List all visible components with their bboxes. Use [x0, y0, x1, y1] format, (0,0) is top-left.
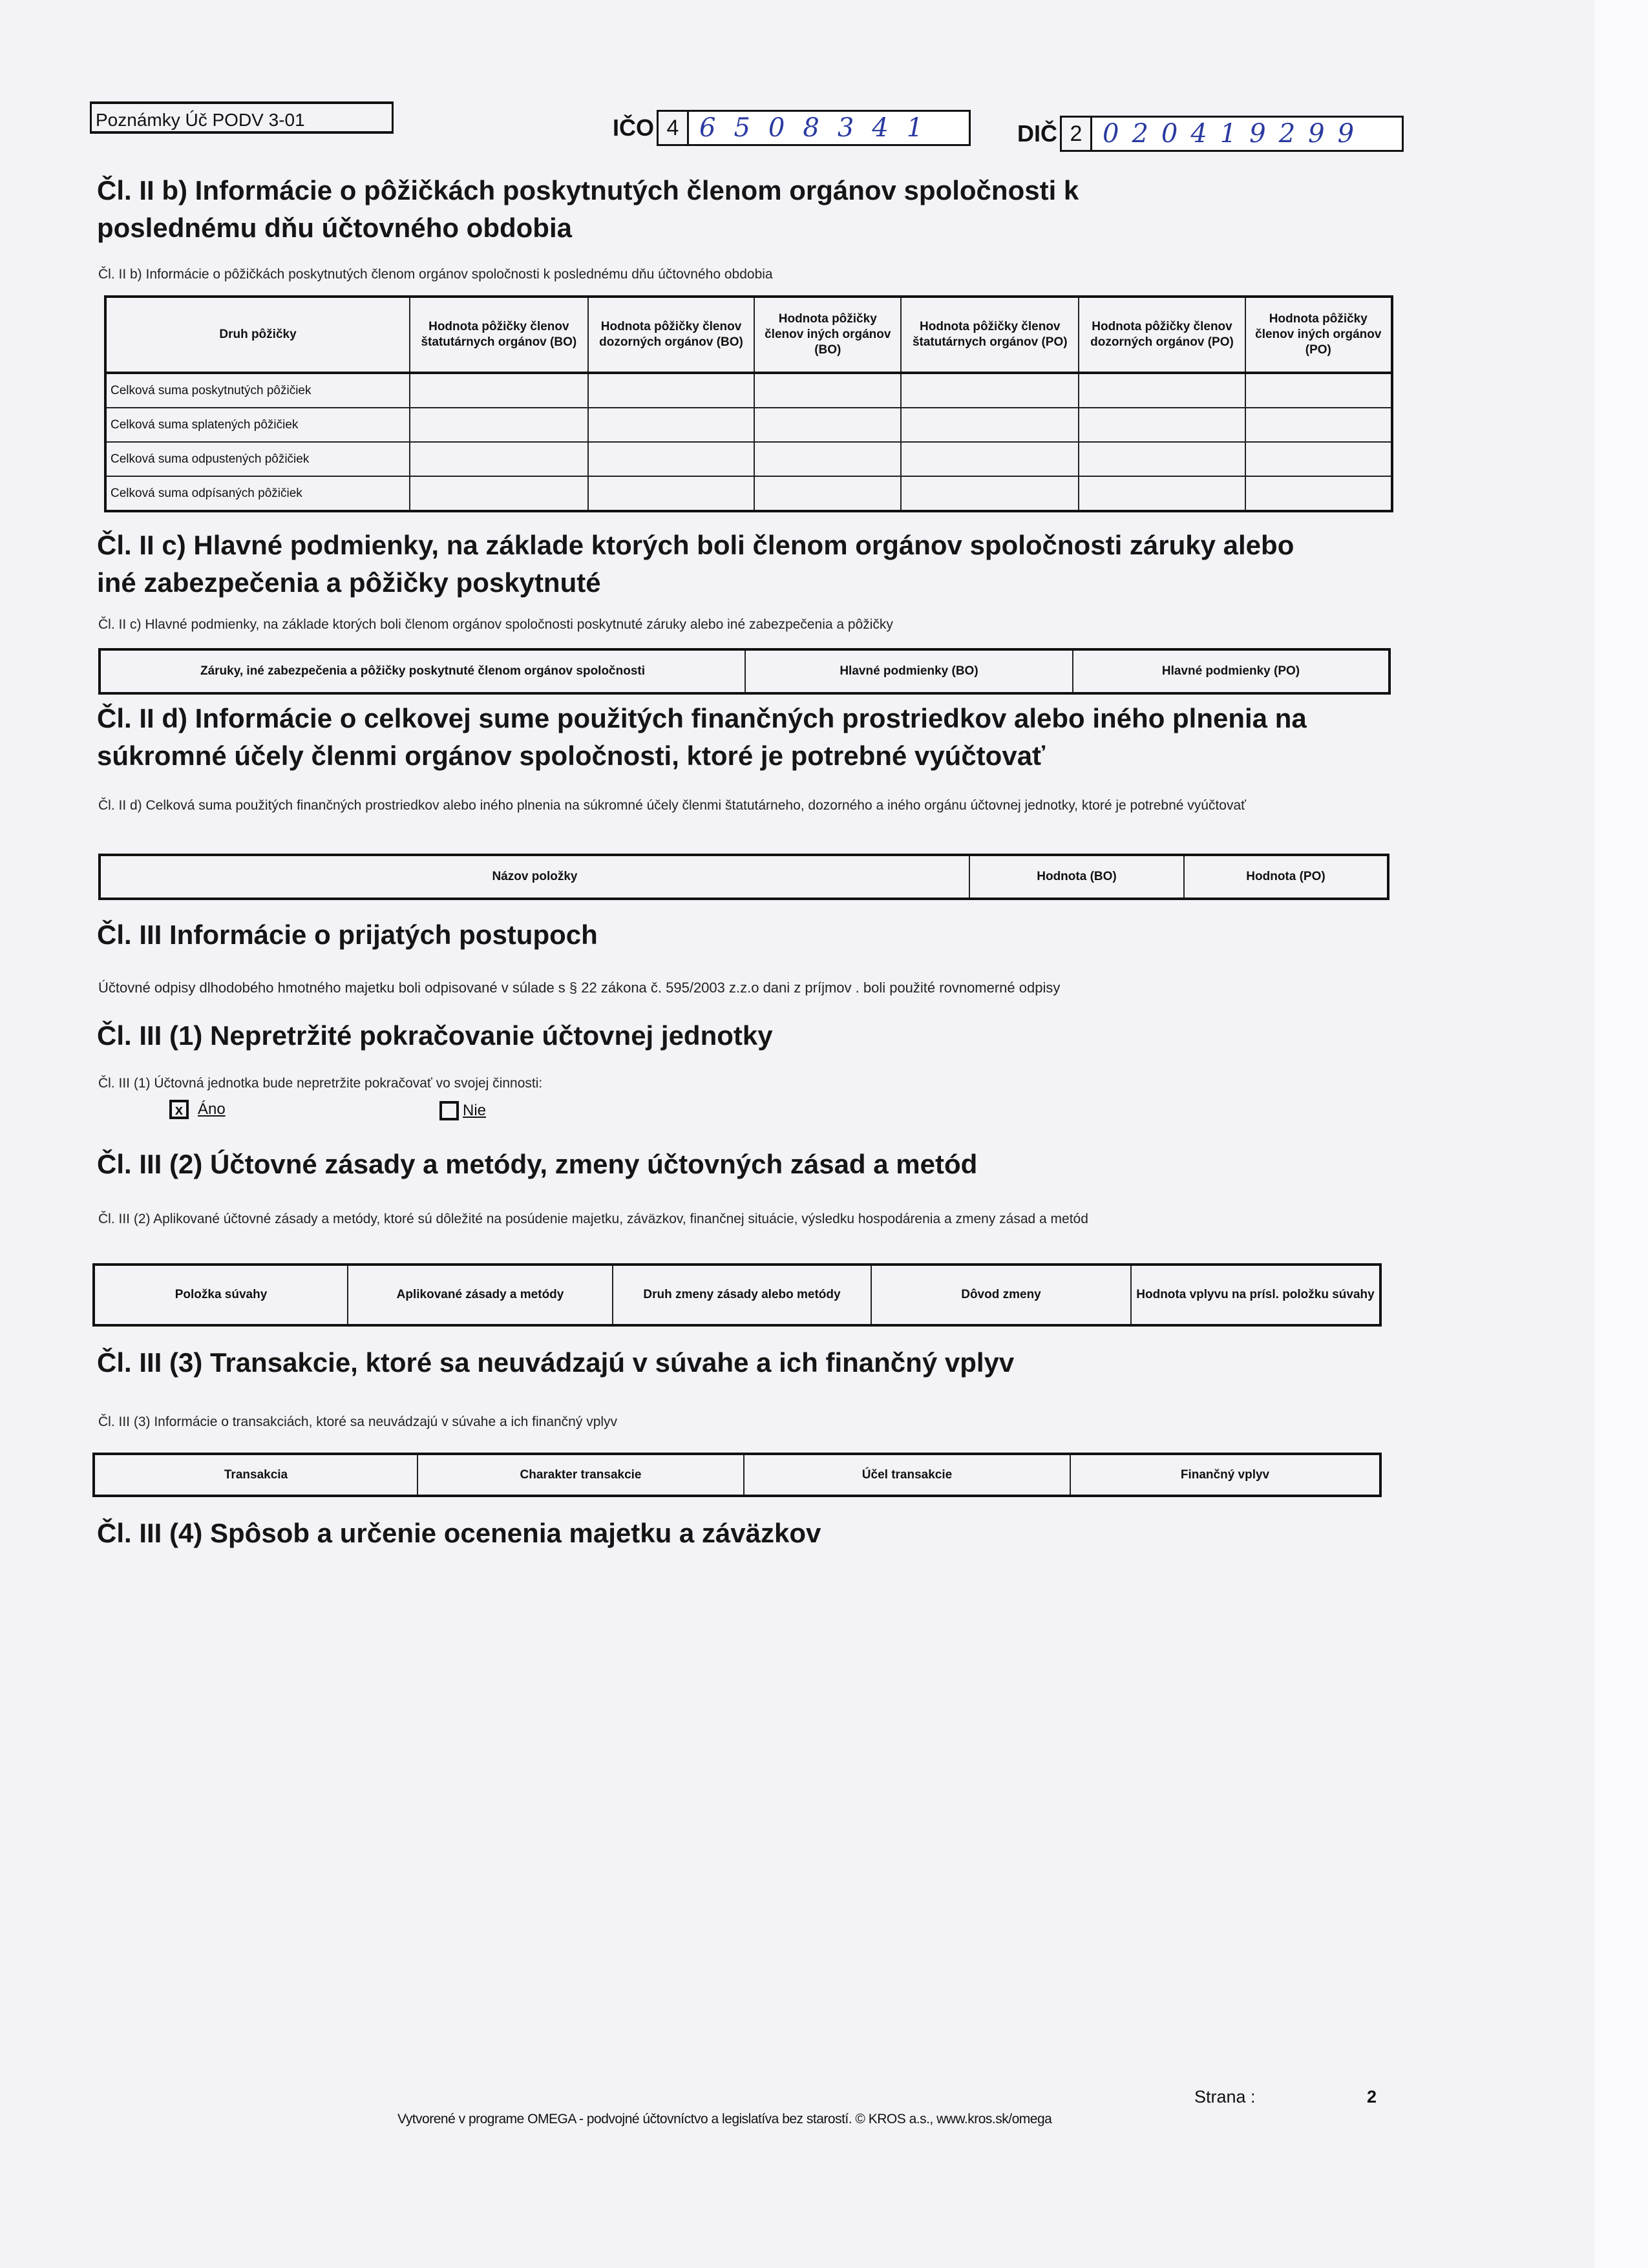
cell[interactable] — [1079, 408, 1245, 442]
guarantees-table — [98, 648, 1391, 695]
cell[interactable] — [1079, 373, 1245, 408]
yes-option[interactable] — [169, 1100, 226, 1119]
dic-prefix: 2 — [1062, 118, 1092, 150]
section-3-2-subtitle: Čl. III (2) Aplikované účtovné zásady a metódy, ktoré sú dôležité na posúdenie majetku, záväzkov, finančnej situácie, výsledku hospodárenia a zmeny zásad a metód — [98, 1212, 1088, 1226]
table-row — [105, 476, 1392, 511]
column-header: Hodnota pôžičky členov iných orgánov (PO) — [1245, 297, 1392, 373]
column-header: Účel transakcie — [744, 1454, 1070, 1496]
section-2b-subtitle: Čl. II b) Informácie o pôžičkách poskytnutých členom orgánov spoločnosti k poslednému dňu účtovného obdobia — [98, 267, 773, 282]
column-header: Druh pôžičky — [105, 297, 410, 373]
page-number: 2 — [1367, 2087, 1377, 2106]
loans-table — [104, 295, 1393, 512]
cell[interactable] — [410, 476, 588, 511]
table-row — [105, 442, 1392, 476]
cell[interactable] — [754, 373, 901, 408]
cell[interactable] — [901, 408, 1079, 442]
section-2c-subtitle: Čl. II c) Hlavné podmienky, na základe ktorých boli členom orgánov spoločnosti poskytnuté záruky alebo iné zabezpečenia a pôžičky — [98, 617, 893, 632]
row-label: Celková suma splatených pôžičiek — [105, 408, 410, 442]
table-header-row — [94, 1265, 1380, 1325]
ico-boxes — [657, 110, 971, 146]
dic-field — [1017, 116, 1404, 152]
column-header: Hodnota (BO) — [969, 855, 1184, 899]
cell[interactable] — [901, 476, 1079, 511]
cell[interactable] — [588, 476, 755, 511]
column-header: Hodnota vplyvu na prísl. položku súvahy — [1131, 1265, 1380, 1325]
cell[interactable] — [1079, 476, 1245, 511]
accounting-policies-table — [92, 1263, 1382, 1327]
table-header-row — [94, 1454, 1380, 1496]
yes-label: Áno — [198, 1100, 226, 1118]
section-3-4-title: Čl. III (4) Spôsob a určenie ocenenia majetku a záväzkov — [97, 1518, 821, 1548]
column-header: Hodnota pôžičky členov iných orgánov (BO) — [754, 297, 901, 373]
column-header: Hodnota pôžičky členov štatutárnych orgánov (BO) — [410, 297, 588, 373]
ico-field — [613, 110, 971, 146]
section-3-2-title: Čl. III (2) Účtovné zásady a metódy, zmeny účtovných zásad a metód — [97, 1149, 978, 1179]
dic-label: DIČ — [1017, 120, 1057, 147]
cell[interactable] — [1079, 442, 1245, 476]
cell[interactable] — [754, 408, 901, 442]
column-header: Dôvod zmeny — [871, 1265, 1131, 1325]
cell[interactable] — [754, 476, 901, 511]
section-2c-title: Čl. II c) Hlavné podmienky, na základe ktorých boli členom orgánov spoločnosti záruky alebo iné zabezpečenia a pôžičky poskytnuté — [97, 530, 1294, 598]
section-3-text: Účtovné odpisy dlhodobého hmotného majetku boli odpisované v súlade s § 22 zákona č. 595/2003 z.z.o dani z príjmov . boli použité rovnomerné odpisy — [98, 980, 1061, 996]
row-label: Celková suma odpustených pôžičiek — [105, 442, 410, 476]
cell[interactable] — [901, 373, 1079, 408]
section-3-1-subtitle: Čl. III (1) Účtovná jednotka bude nepretržite pokračovať vo svojej činnosti: — [98, 1076, 543, 1091]
column-header: Aplikované zásady a metódy — [348, 1265, 613, 1325]
column-header: Názov položky — [100, 855, 969, 899]
section-2b-title: Čl. II b) Informácie o pôžičkách poskytnutých členom orgánov spoločnosti k poslednému dňu účtovného obdobia — [97, 175, 1079, 243]
column-header: Hodnota pôžičky členov dozorných orgánov (PO) — [1079, 297, 1245, 373]
column-header: Transakcia — [94, 1454, 417, 1496]
no-option[interactable] — [439, 1101, 486, 1120]
column-header: Záruky, iné zabezpečenia a pôžičky poskytnuté členom orgánov spoločnosti — [100, 649, 745, 693]
cell[interactable] — [588, 373, 755, 408]
no-checkbox[interactable] — [439, 1101, 459, 1120]
table-row — [105, 373, 1392, 408]
column-header: Hodnota pôžičky členov dozorných orgánov (BO) — [588, 297, 755, 373]
page-label: Strana : — [1194, 2087, 1256, 2106]
column-header: Hodnota pôžičky členov štatutárnych orgánov (PO) — [901, 297, 1079, 373]
section-3-1-title: Čl. III (1) Nepretržité pokračovanie účtovnej jednotky — [97, 1020, 773, 1051]
cell[interactable] — [410, 408, 588, 442]
dic-handwritten: 020419299 — [1092, 118, 1402, 150]
section-2d-title: Čl. II d) Informácie o celkovej sume použitých finančných prostriedkov alebo iného plnenia na súkromné účely členmi orgánov spoločnosti, ktoré je potrebné vyúčtovať — [97, 703, 1307, 771]
row-label: Celková suma odpísaných pôžičiek — [105, 476, 410, 511]
section-3-3-subtitle: Čl. III (3) Informácie o transakciách, ktoré sa neuvádzajú v súvahe a ich finančný vplyv — [98, 1414, 618, 1429]
table-row — [105, 408, 1392, 442]
section-3-3-title: Čl. III (3) Transakcie, ktoré sa neuvádzajú v súvahe a ich finančný vplyv — [97, 1347, 1015, 1378]
cell[interactable] — [410, 373, 588, 408]
ico-handwritten: 6508341 — [689, 112, 969, 144]
yes-checkbox[interactable]: x — [169, 1100, 189, 1119]
cell[interactable] — [754, 442, 901, 476]
column-header: Položka súvahy — [94, 1265, 348, 1325]
column-header: Hlavné podmienky (BO) — [745, 649, 1073, 693]
column-header: Hodnota (PO) — [1184, 855, 1388, 899]
no-label: Nie — [463, 1102, 487, 1119]
column-header: Charakter transakcie — [417, 1454, 744, 1496]
cell[interactable] — [1245, 408, 1392, 442]
column-header: Hlavné podmienky (PO) — [1073, 649, 1389, 693]
section-3-title: Čl. III Informácie o prijatých postupoch — [97, 919, 598, 950]
cell[interactable] — [588, 442, 755, 476]
cell[interactable] — [588, 408, 755, 442]
section-2d-subtitle: Čl. II d) Celková suma použitých finančných prostriedkov alebo iného plnenia na súkromné účely členmi štatutárneho, dozorného a iného orgánu účtovnej jednotky, ktoré je potrebné vyúčtovať — [98, 798, 1247, 813]
ico-label: IČO — [613, 114, 655, 141]
table-header-row — [100, 855, 1388, 899]
ico-prefix: 4 — [659, 112, 689, 144]
cell[interactable] — [1245, 476, 1392, 511]
footer-credit: Vytvorené v programe OMEGA - podvojné účtovníctvo a legislatíva bez starostí. © KROS a.s., www.kros.sk/omega — [397, 2112, 1052, 2126]
dic-boxes — [1060, 116, 1404, 152]
private-use-table — [98, 854, 1389, 900]
column-header: Finančný vplyv — [1070, 1454, 1380, 1496]
row-label: Celková suma poskytnutých pôžičiek — [105, 373, 410, 408]
cell[interactable] — [901, 442, 1079, 476]
cell[interactable] — [1245, 373, 1392, 408]
off-balance-table — [92, 1453, 1382, 1497]
column-header: Druh zmeny zásady alebo metódy — [613, 1265, 871, 1325]
form-code-box: Poznámky Úč PODV 3-01 — [90, 101, 394, 134]
table-header-row — [100, 649, 1389, 693]
cell[interactable] — [410, 442, 588, 476]
scan-edge — [1595, 0, 1648, 2268]
cell[interactable] — [1245, 442, 1392, 476]
table-header-row — [105, 297, 1392, 373]
